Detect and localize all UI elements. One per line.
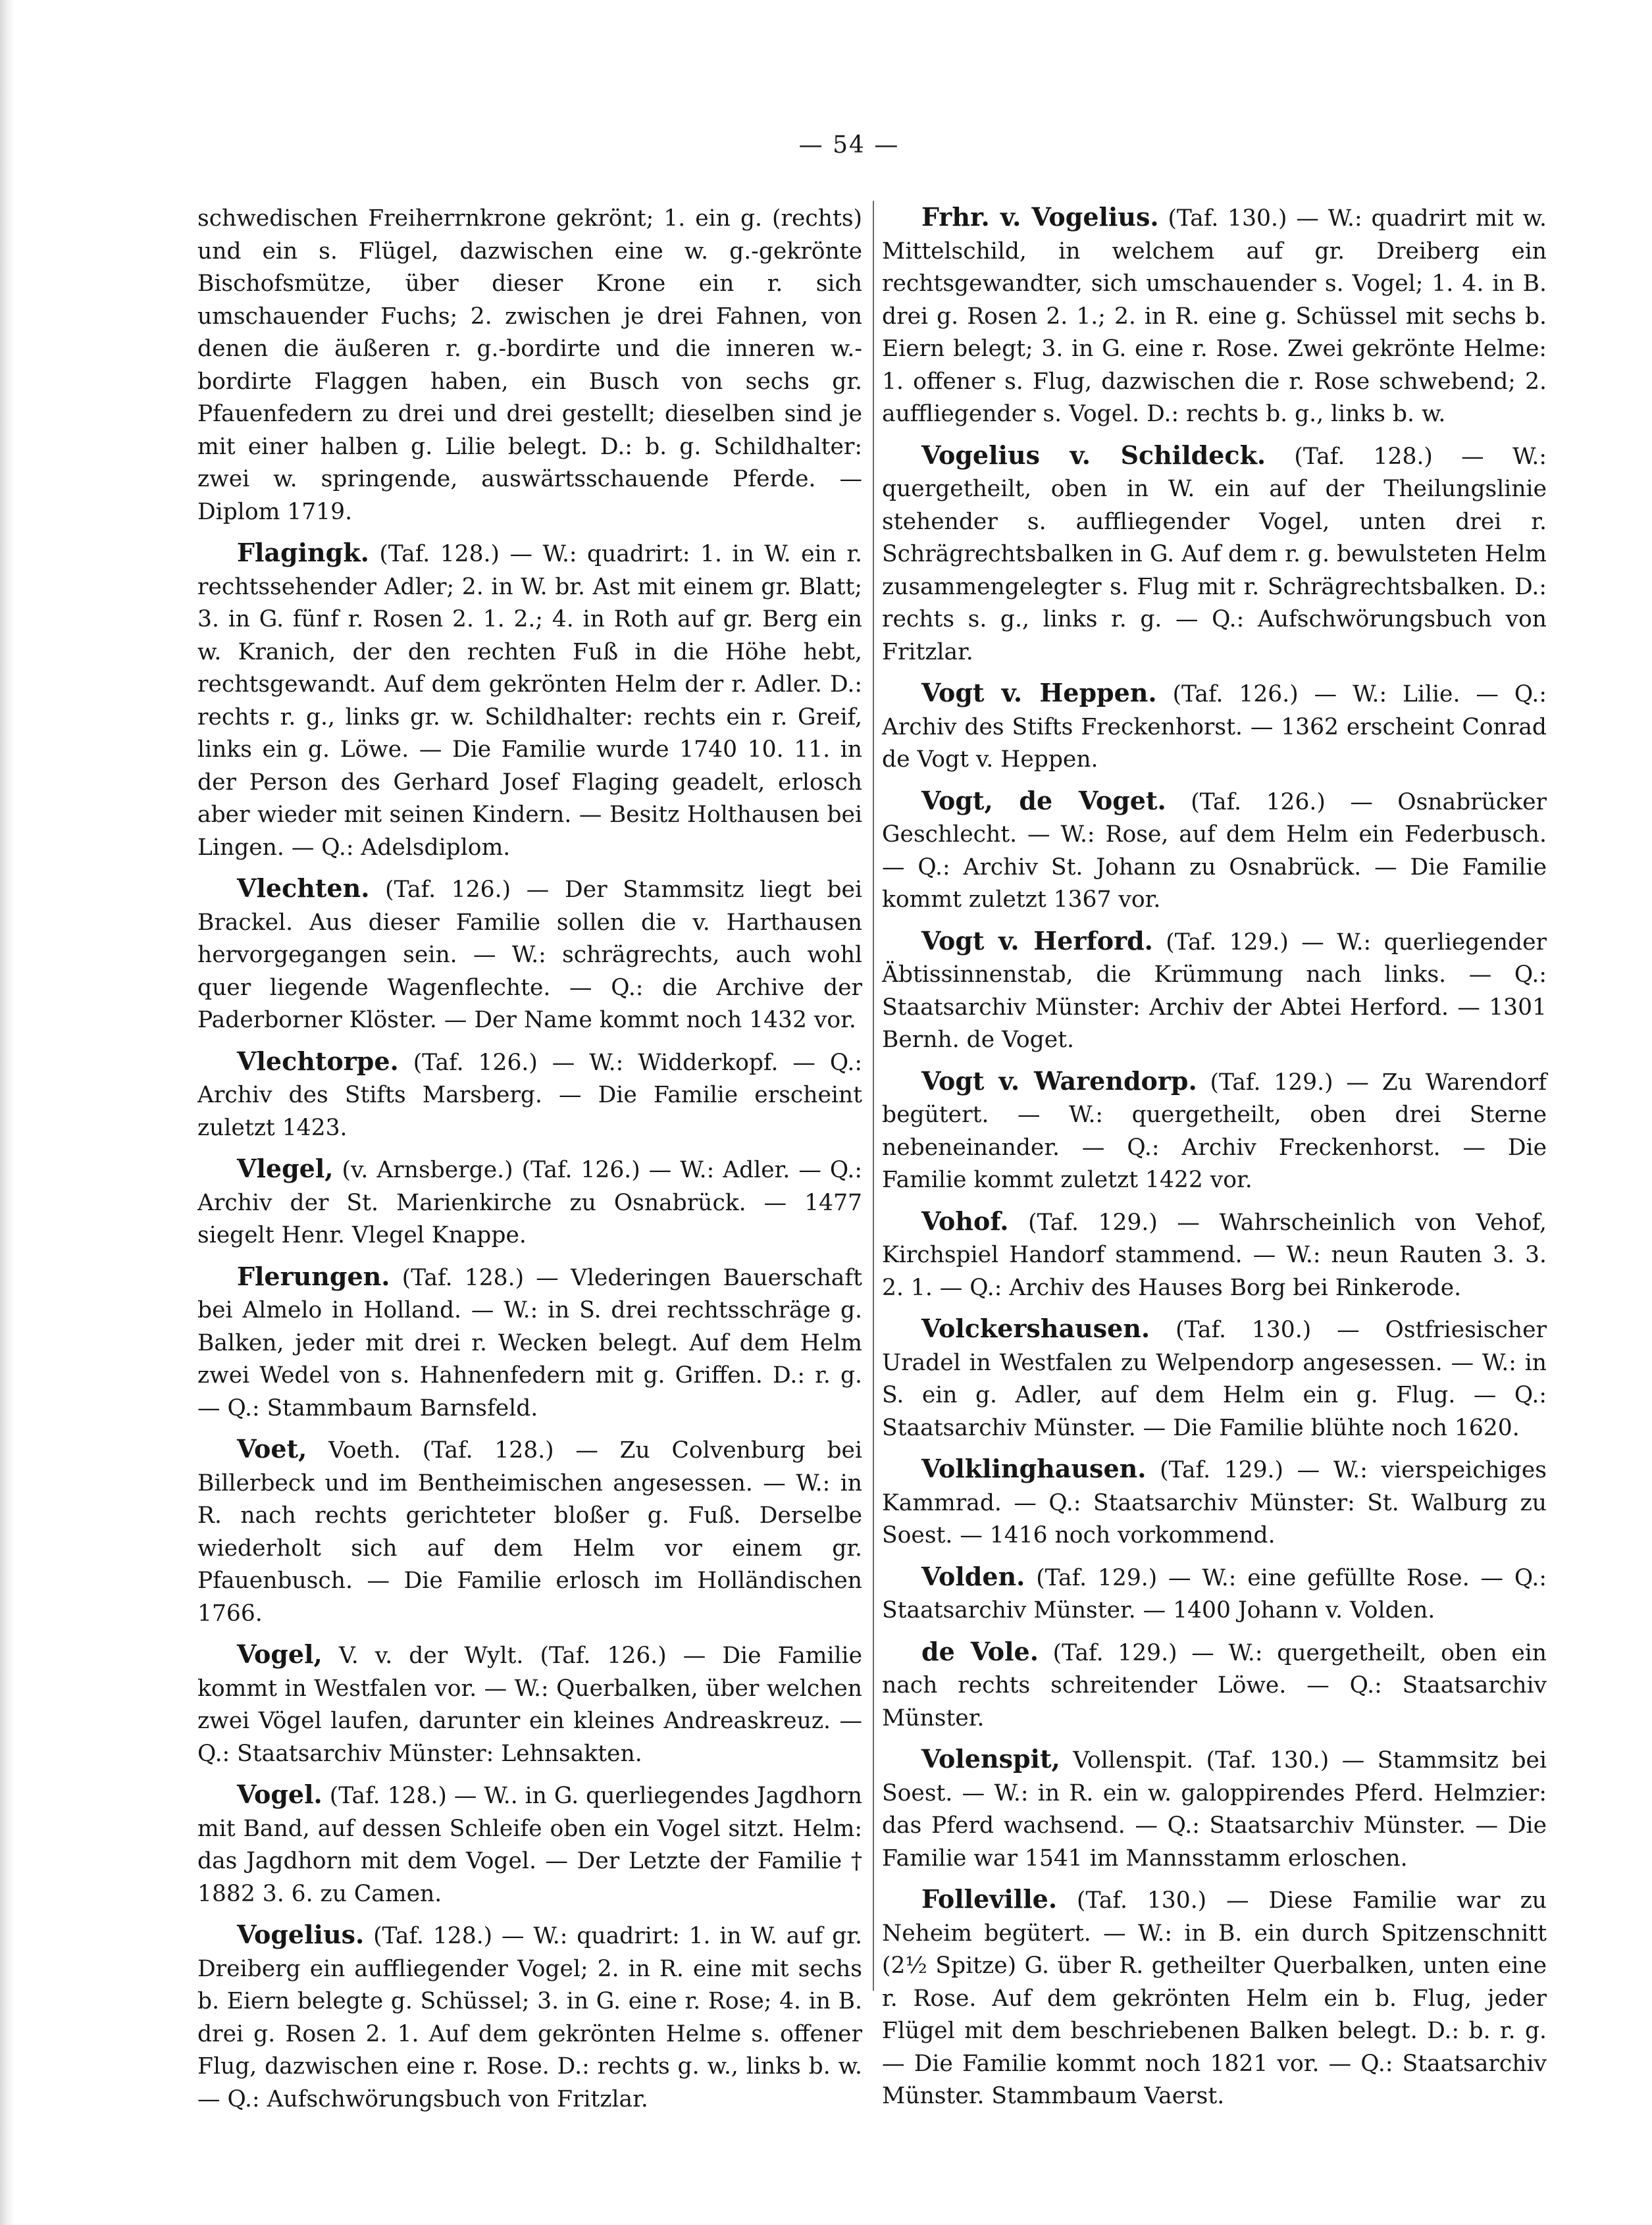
entry-head: Vogt v. Heppen. — [921, 678, 1157, 707]
entry-text: (Taf. 129.) — W.: quergetheilt, oben ein nach rechts schreitender Löwe. — Q.: Staatsarchiv Münster. — [882, 1639, 1547, 1731]
page-number: — 54 — — [798, 132, 900, 159]
entry-head: Voet, — [237, 1434, 307, 1464]
entry-head: Vlechten. — [237, 873, 370, 903]
entry-flagingk — [197, 536, 862, 864]
entry-text: (Taf. 128.) — W.: quergetheilt, oben in W. ein auf der Theilungslinie stehender s. auffliegender Vogel, unten drei r. Schrägrechtsbalken in G. Auf dem r. g. bewulsteten Helm zusammengelegter s. Flug mit r. Schrägrechtsbalken. D.: rechts s. g., links r. g. — Q.: Aufschwörungsbuch von Fritzlar. — [882, 443, 1547, 665]
entry-text: (Taf. 126.) — Osnabrücker Geschlecht. — W.: Rose, auf dem Helm ein Federbusch. — Q.: Archiv St. Johann zu Osnabrück. — Die Familie kommt zuletzt 1367 vor. — [882, 788, 1547, 913]
entry-vogt-herford — [882, 925, 1547, 1057]
entry-vogel — [197, 1778, 862, 1910]
entry-text: (Taf. 128.) — W.. in G. querliegendes Jagdhorn mit Band, auf dessen Schleife oben ein Vogel sitzt. Helm: das Jagdhorn mit dem Vogel. — Der Letzte der Familie † 1882 3. 6. zu Camen. — [197, 1783, 862, 1907]
entry-head: Vogel. — [237, 1779, 323, 1809]
entry-text: (Taf. 128.) — W.: quadrirt: 1. in W. auf gr. Dreiberg ein auffliegender Vogel; 2. in R. eine mit sechs b. Eiern belegte g. Schüssel; 3. in G. eine r. Rose; 4. in B. drei g. Rosen 2. 1. Auf dem gekrönten Helme s. offener Flug, dazwischen eine r. Rose. D.: rechts g. w., links b. w. — Q.: Aufschwörungsbuch von Fritzlar. — [197, 1923, 862, 2112]
entry-head: Flerungen. — [237, 1261, 390, 1291]
entry-head: Vogelius. — [237, 1920, 365, 1949]
entry-text: (Taf. 129.) — Zu Warendorf begütert. — W.: quergetheilt, oben drei Sterne nebeneinander. — Q.: Archiv Freckenhorst. — Die Familie kommt zuletzt 1422 vor. — [882, 1069, 1547, 1193]
entry-head: Vogel, — [237, 1639, 323, 1669]
entry-head: Vogelius v. Schildeck. — [921, 440, 1266, 470]
entry-text: (Taf. 126.) — W.: Lilie. — Q.: Archiv des Stifts Freckenhorst. — 1362 erscheint Conrad de Vogt v. Heppen. — [882, 681, 1547, 773]
entry-vogelius-schildeck — [882, 439, 1547, 669]
entry-head: Volklinghausen. — [921, 1454, 1147, 1483]
entry-vogt-heppen — [882, 677, 1547, 777]
entry-head: Vogt, de Voget. — [921, 785, 1166, 815]
entry-text: (Taf. 129.) — Wahrscheinlich von Vehof, Kirchspiel Handorf stammend. — W.: neun Rauten 3. 3. 2. 1. — Q.: Archiv des Hauses Borg bei Rinkerode. — [882, 1209, 1547, 1301]
entry-vlechten — [197, 872, 862, 1037]
entry-vogel-wylt — [197, 1638, 862, 1770]
entry-voet — [197, 1433, 862, 1630]
entry-volckershausen — [882, 1312, 1547, 1445]
entry-vogt-voget — [882, 784, 1547, 917]
entry-text: (Taf. 126.) — W.: Widderkopf. — Q.: Archiv des Stifts Marsberg. — Die Familie erscheint zuletzt 1423. — [197, 1049, 862, 1141]
entry-head: Flagingk. — [237, 538, 369, 567]
entry-head: Vohof. — [921, 1206, 1009, 1236]
entry-vlegel — [197, 1152, 862, 1252]
entry-text: (Taf. 130.) — Ostfriesischer Uradel in Westfalen zu Welpendorp angesessen. — W.: in S. ein g. Adler, auf dem Helm ein g. Flug. — Q.: Staatsarchiv Münster. — Die Familie blühte noch 1620. — [882, 1317, 1547, 1441]
entry-head: Folleville. — [921, 1884, 1058, 1914]
entry-vlechtorpe — [197, 1045, 862, 1145]
entry-head: Vlegel, — [237, 1154, 334, 1183]
entry-de-vole — [882, 1635, 1547, 1735]
entry-text: (Taf. 129.) — W.: vierspeichiges Kammrad. — Q.: Staatsarchiv Münster: St. Walburg zu Soest. — 1416 noch vorkommend. — [882, 1457, 1547, 1548]
entry-head: Vlechtorpe. — [237, 1046, 399, 1076]
entry-text: schwedischen Freiherrnkrone gekrönt; 1. ein g. (rechts) und ein s. Flügel, dazwischen eine w. g.-gekrönte Bischofsmütze, über dieser Krone ein r. sich umschauender Fuchs; 2. zwischen je drei Fahnen, von denen die äußeren r. g.-bordirte und die inneren w.-bordirte Flaggen haben, ein Busch von sechs gr. Pfauenfedern zu drei und drei gestellt; dieselben sind je mit einer halben g. Lilie belegt. D.: b. g. Schildhalter: zwei w. springende, auswärtsschauende Pferde. — Diplom 1719. — [197, 205, 862, 525]
entry-text: V. v. der Wylt. (Taf. 126.) — Die Familie kommt in Westfalen vor. — W.: Querbalken, über welchen zwei Vögel laufen, darunter ein kleines Andreaskreuz. — Q.: Staatsarchiv Münster: Lehnsakten. — [197, 1643, 862, 1767]
entry-head: Vogt v. Herford. — [921, 925, 1153, 956]
entry-text: Vollenspit. (Taf. 130.) — Stammsitz bei Soest. — W.: in R. ein w. galoppirendes Pferd. Helmzier: das Pferd wachsend. — Q.: Staatsarchiv Münster. — Die Familie war 1541 im Mannsstamm erloschen. — [882, 1747, 1547, 1872]
entry-text: (Taf. 129.) — W.: eine gefüllte Rose. — Q.: Staatsarchiv Münster. — 1400 Johann v. Volden. — [882, 1564, 1547, 1624]
entry-text: (Taf. 126.) — Der Stammsitz liegt bei Brackel. Aus dieser Familie sollen die v. Harthausen hervorgegangen sein. — W.: schrägrechts, auch wohl quer liegende Wagenflechte. — Q.: die Archive der Paderborner Klöster. — Der Name kommt noch 1432 vor. — [197, 877, 862, 1033]
entry-text: (Taf. 130.) — Diese Familie war zu Neheim begütert. — W.: in B. ein durch Spitzenschnitt (2½ Spitze) G. über R. getheilter Querbalken, unten eine r. Rose. Auf dem gekrönten Helm ein b. Flug, jeder Flügel mit dem beschriebenen Balken belegt. D.: b. r. g. — Die Familie kommt noch 1821 vor. — Q.: Staatsarchiv Münster. Stammbaum Vaerst. — [882, 1887, 1547, 2109]
entry-frhr-vogelius — [882, 201, 1547, 431]
column-divider — [873, 201, 874, 1991]
entry-head: Frhr. v. Vogelius. — [921, 202, 1159, 232]
entry-folleville — [882, 1883, 1547, 2113]
entry-head: Volckershausen. — [921, 1314, 1150, 1343]
entry-volden — [882, 1560, 1547, 1627]
entry-head: Volenspit, — [921, 1744, 1060, 1774]
entry-vohof — [882, 1205, 1547, 1305]
entry-vogt-warendorp — [882, 1065, 1547, 1197]
entry-text: (Taf. 128.) — Vlederingen Bauerschaft bei Almelo in Holland. — W.: in S. drei rechtsschräge g. Balken, jeder mit drei r. Wecken belegt. Auf dem Helm zwei Wedel von s. Hahnenfedern mit g. Griffen. D.: r. g. — Q.: Stammbaum Barnsfeld. — [197, 1264, 862, 1421]
entry-vogelius — [197, 1918, 862, 2116]
entry-volklinghausen — [882, 1452, 1547, 1552]
entry-head: Vogt v. Warendorp. — [921, 1065, 1197, 1096]
entry-flerungen — [197, 1260, 862, 1425]
entry-head: de Vole. — [921, 1636, 1039, 1666]
entry-text: (Taf. 129.) — W.: querliegender Äbtissinnenstab, die Krümmung nach links. — Q.: Staatsarchiv Münster: Archiv der Abtei Herford. — 1301 Bernh. de Voget. — [882, 929, 1547, 1053]
entry-text: (v. Arnsberge.) (Taf. 126.) — W.: Adler. — Q.: Archiv der St. Marienkirche zu Osnabrück. — 1477 siegelt Henr. Vlegel Knappe. — [197, 1157, 862, 1248]
right-column — [882, 201, 1547, 2121]
entry-volenspit — [882, 1743, 1547, 1875]
left-column — [197, 201, 862, 2124]
entry-text: (Taf. 130.) — W.: quadrirt mit w. Mittelschild, in welchem auf gr. Dreiberg ein rechtsgewandter, sich umschauender s. Vogel; 1. 4. in B. drei g. Rosen 2. 1.; 2. in R. eine g. Schüssel mit sechs b. Eiern belegt; 3. in G. eine r. Rose. Zwei gekrönte Helme: 1. offener s. Flug, dazwischen die r. Rose schwebend; 2. auffliegender s. Vogel. D.: rechts b. g., links b. w. — [882, 205, 1547, 427]
entry-text: Voeth. (Taf. 128.) — Zu Colvenburg bei Billerbeck und im Bentheimischen angesessen. — W.: in R. nach rechts gerichteter bloßer g. Fuß. Derselbe wiederholt sich auf dem Helm vor einem gr. Pfauenbusch. — Die Familie erlosch im Holländischen 1766. — [197, 1437, 862, 1627]
scan-edge — [0, 0, 14, 2225]
entry-continued — [197, 201, 862, 528]
entry-head: Volden. — [921, 1561, 1025, 1591]
entry-text: (Taf. 128.) — W.: quadrirt: 1. in W. ein r. rechtssehender Adler; 2. in W. br. Ast mit einem gr. Blatt; 3. in G. fünf r. Rosen 2. 1. 2.; 4. in Roth auf gr. Berg ein w. Kranich, der den rechten Fuß in die Höhe hebt, rechtsgewandt. Auf dem gekrönten Helm der r. Adler. D.: rechts r. g., links gr. w. Schildhalter: rechts ein r. Greif, links ein g. Löwe. — Die Familie wurde 1740 10. 11. in der Person des Gerhard Josef Flaging geadelt, erlosch aber wieder mit seinen Kindern. — Besitz Holthausen bei Lingen. — Q.: Adelsdiplom. — [197, 541, 862, 861]
